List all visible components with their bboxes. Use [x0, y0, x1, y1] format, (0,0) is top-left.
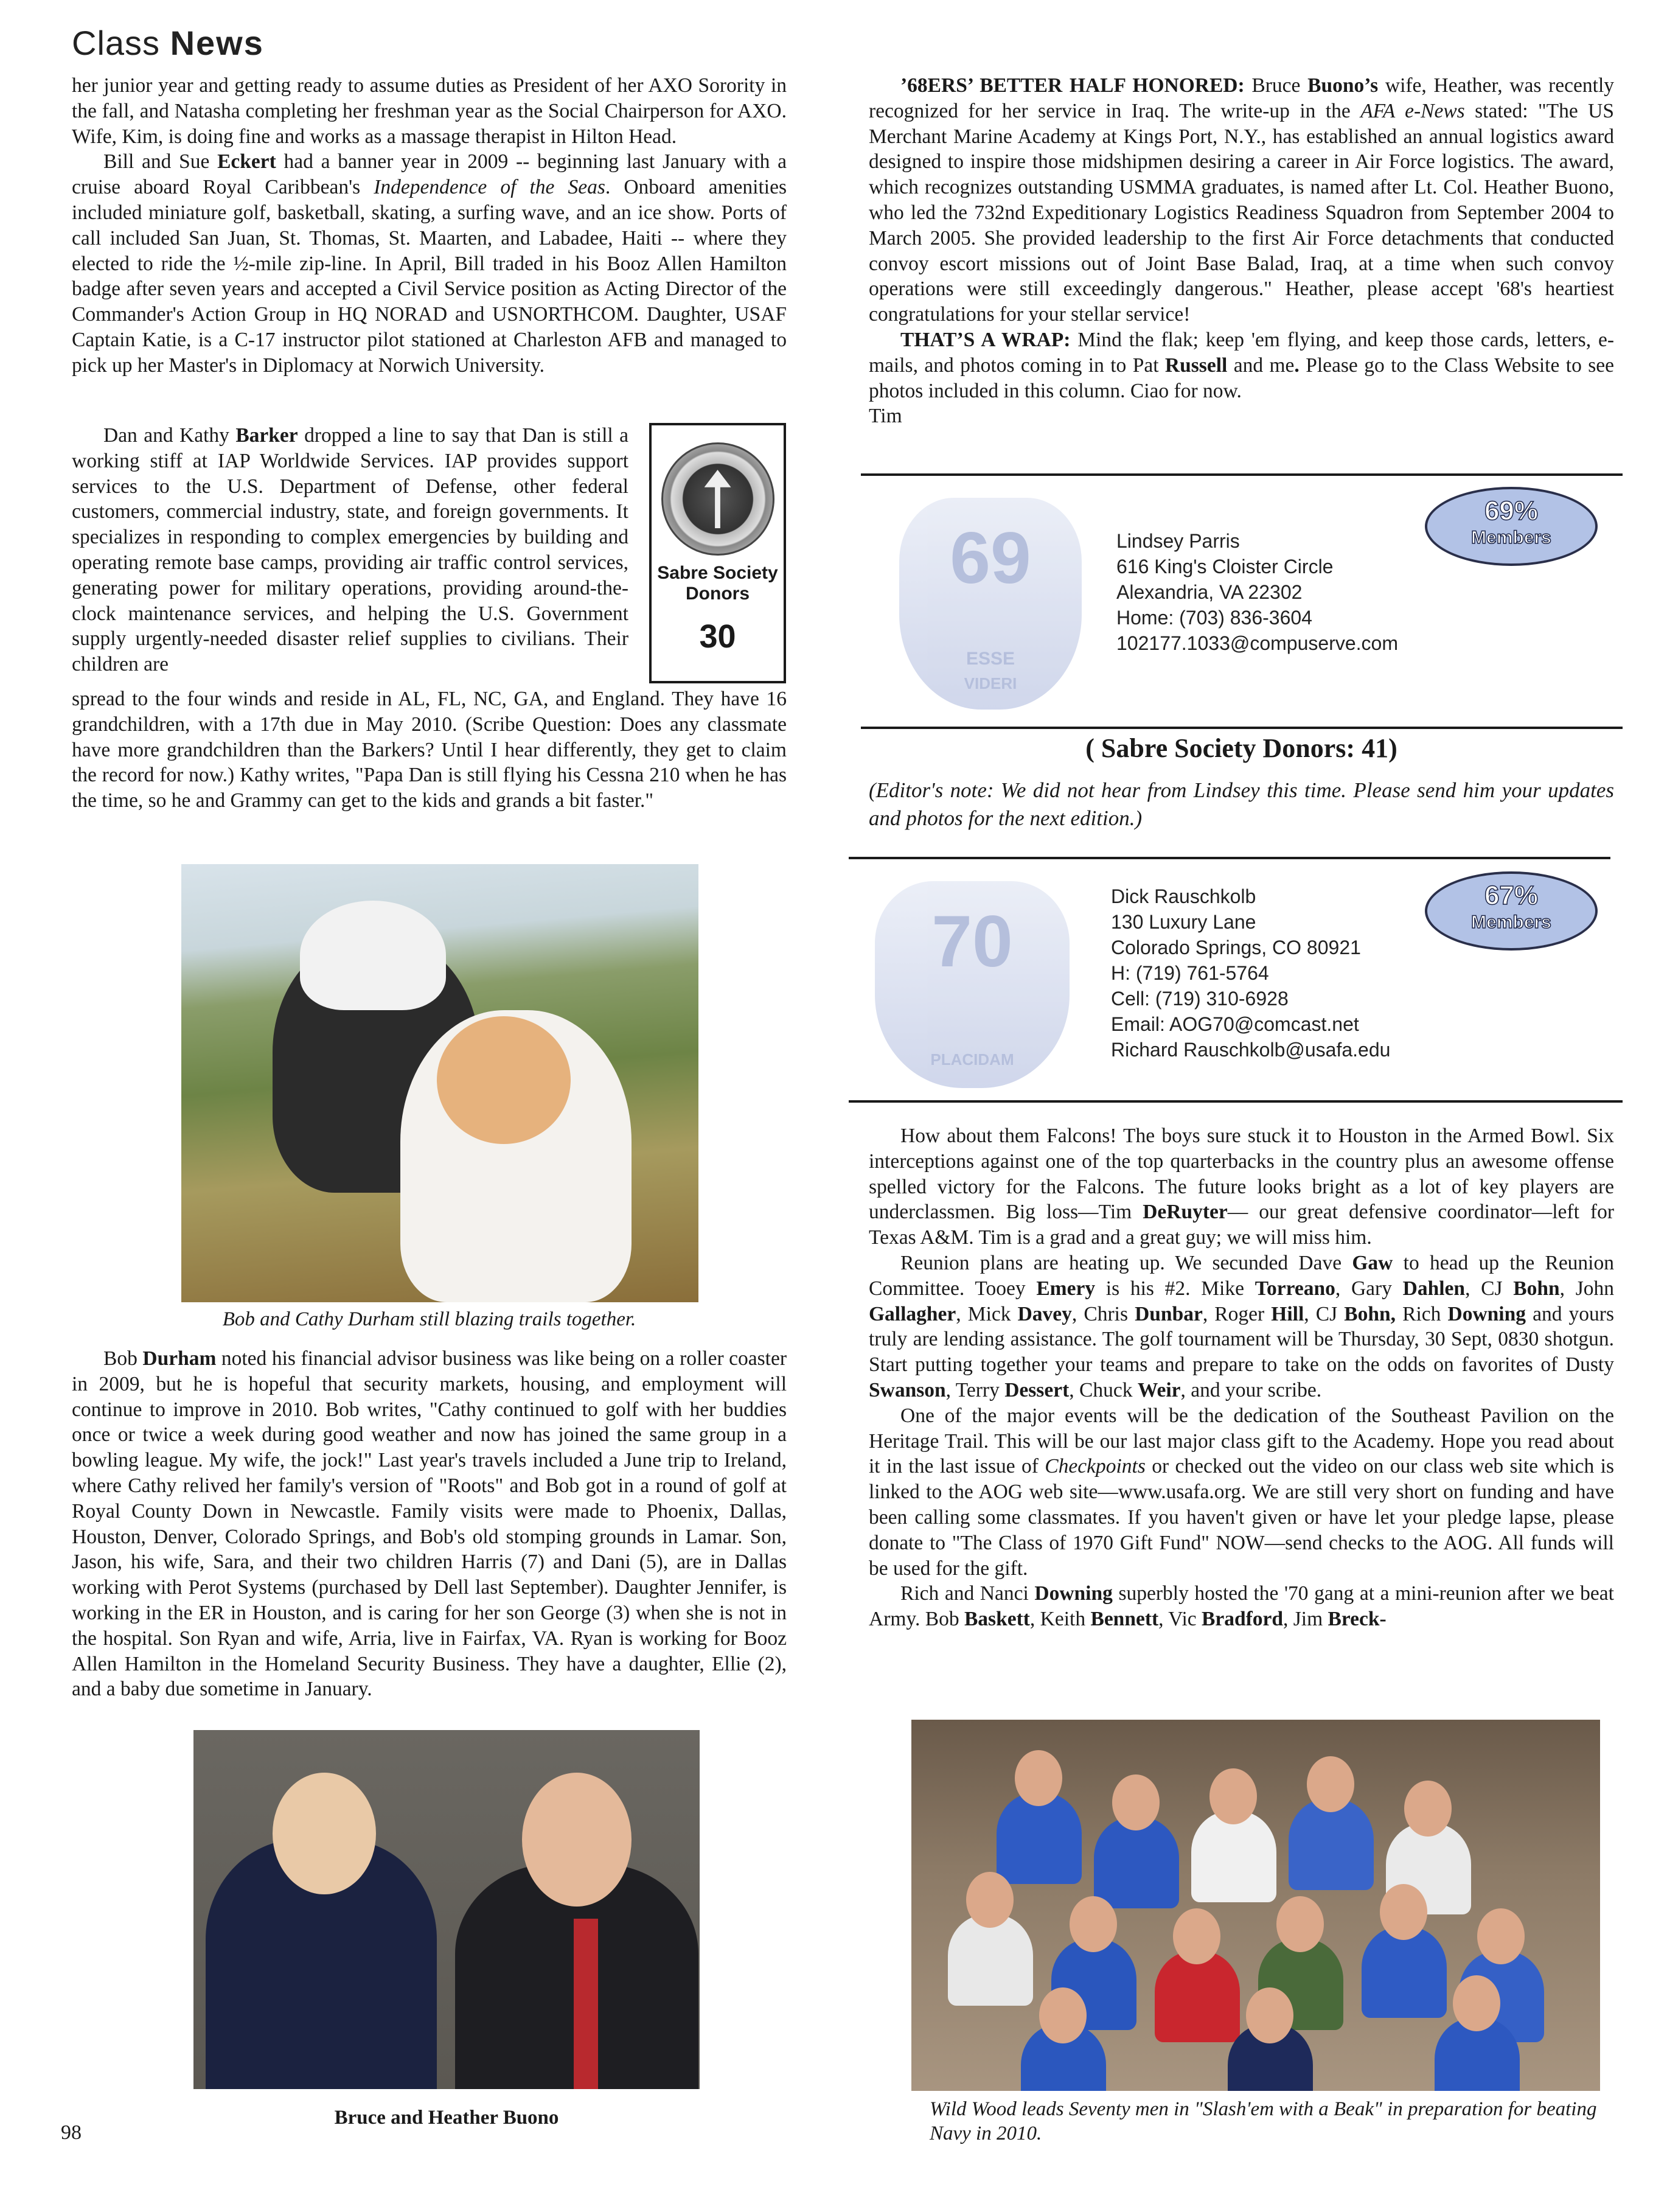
divider-69-top: [861, 473, 1623, 476]
editor-note: (Editor's note: We did not hear from Lindsey this time. Please send him your updates and photos for the next edition.): [869, 778, 1614, 830]
class-70-crest-icon: 70 PLACIDAM: [875, 881, 1070, 1088]
name-barker: Barker: [235, 424, 298, 447]
left-column-barker: [72, 423, 628, 677]
sabre-society-box: [649, 423, 786, 683]
right-column-top: [869, 73, 1614, 429]
contact-cell: Cell: (719) 310-6928: [1111, 988, 1289, 1010]
contact-email[interactable]: 102177.1033@compuserve.com: [1116, 632, 1398, 654]
pub-checkpoints: Checkpoints: [1045, 1455, 1146, 1478]
name-russell: Russell: [1164, 354, 1228, 377]
divider-70-bottom: [849, 1100, 1623, 1103]
paragraph-continuation: her junior year and getting ready to assume duties as President of her AXO Sorority in the fall, and Natasha completing her freshman year as the Social Chairperson for AXO. Wife, Kim, is doing fine and works as a massage therapist in Hilton Head.: [72, 74, 787, 148]
contact-name: Dick Rauschkolb: [1111, 885, 1256, 907]
contact-address1: 616 King's Cloister Circle: [1116, 556, 1334, 577]
class-70-members-badge: 67% Members: [1425, 871, 1598, 951]
lead-wrap: THAT’S A WRAP:: [900, 328, 1071, 351]
class-69-sabre-count: ( Sabre Society Donors: 41): [1085, 733, 1397, 763]
lead-68ers: ’68ERS’ BETTER HALF HONORED:: [900, 74, 1245, 97]
divider-69-bottom: [861, 727, 1623, 729]
paragraph-durham: Bob Durham noted his financial advisor business was like being on a roller coaster in 2009, but he is hopeful that security markets, housing, and employment will continue to improve in 2010. Bob writes, "Cathy continued to golf with her buddies once or twice a week during good weather and now has joined the same group in a bowling league. My wife, the jock!" Last year's travels included a June trip to Ireland, where Cathy relived her family's version of "Roots" and Bob got in a round of golf at Royal County Down in Newcastle. Family visits were made to Phoenix, Dallas, Houston, Denver, Colorado Springs, and Bob's old stomping grounds in Lamar. Son, Jason, his wife, Sara, and their two children Harris (7) and Dani (5), are in Dallas working with Perot Systems (purchased by Dell last September). Daughter Jennifer, is working in the ER in Houston, and is caring for her son George (3) when she is not in the hospital. Son Ryan and wife, Arria, live in Fairfax, VA. Ryan is working for Booz Allen Hamilton in the Homeland Security Business. They have a daughter, Ellie (2), and a baby due sometime in January.: [72, 1347, 787, 1701]
contact-name: Lindsey Parris: [1116, 530, 1240, 552]
right-column-70: [869, 1123, 1614, 1632]
photo-durham: [181, 864, 698, 1302]
divider-70-top: [849, 857, 1610, 859]
photo-buono-caption: Bruce and Heather Buono: [334, 2107, 559, 2129]
sabre-box-label: Sabre Society Donors: [657, 563, 778, 604]
photo-class-70-caption: Wild Wood leads Seventy men in "Slash'em with a Beak" in preparation for beating Navy in 2010.: [930, 2098, 1597, 2144]
sabre-box-count: 30: [699, 618, 736, 655]
paragraph-wrap: THAT’S A WRAP: Mind the flak; keep 'em flying, and keep those cards, letters, e-mails, and photos coming in to Pat Russell and me. Please go to the Class Website to see photos included in this column. Ciao for now.: [869, 328, 1615, 402]
class-69-crest-icon: 69 ESSE VIDERI: [899, 498, 1082, 710]
paragraph-downing: Rich and Nanci Downing superbly hosted the '70 gang at a mini-reunion after we beat Army. Bob Baskett, Keith Bennett, Vic Bradford, Jim Breck-: [869, 1582, 1614, 1631]
name-eckert: Eckert: [217, 150, 276, 173]
contact-address1: 130 Luxury Lane: [1111, 911, 1256, 933]
paragraph-pavilion: One of the major events will be the dedication of the Southeast Pavilion on the Heritage Trail. This will be our last major class gift to the Academy. Hope you read about it in the last issue of Checkpoints or checked out the video on our class web site which is linked to the AOG web site—www.usafa.org. We are still very short on funding and have been calling some classmates. If you haven't given or have let your pledge lapse, please donate to "The Class of 1970 Gift Fund" NOW—send checks to the AOG. All funds will be used for the gift.: [869, 1404, 1614, 1580]
left-column-durham: [72, 1346, 787, 1702]
class-69-contact: [1116, 528, 1398, 656]
contact-phone: H: (719) 761-5764: [1111, 962, 1269, 984]
ship-name: Independence of the Seas: [374, 176, 605, 199]
class-70-contact: [1111, 884, 1390, 1062]
name-durham: Durham: [142, 1347, 217, 1370]
section-header: [72, 23, 264, 63]
sabre-society-seal-icon: [661, 442, 774, 556]
paragraph-reunion: Reunion plans are heating up. We secunded Dave Gaw to head up the Reunion Committee. Tooey Emery is his #2. Mike Torreano, Gary Dahlen, CJ Bohn, John Gallagher, Mick Davey, Chris Dunbar, Roger Hill, CJ Bohn, Rich Downing and yours truly are lending assistance. The golf tournament will be Thursday, 30 Sept, 0830 shotgun. Start putting together your teams and prepare to take on the odds on favorites of Dusty Swanson, Terry Dessert, Chuck Weir, and your scribe.: [869, 1251, 1615, 1401]
paragraph-falcons: How about them Falcons! The boys sure stuck it to Houston in the Armed Bowl. Six interceptions against one of the top quarterbacks in the country plus an awesome offense spelled victory for the Falcons. The future looks bright as a lot of key players are underclassmen. Big loss—Tim DeRuyter— our great defensive coordinator—left for Texas A&M. Tim is a grad and a great guy; we will miss him.: [869, 1125, 1614, 1249]
photo-class-70-group: [911, 1720, 1600, 2091]
contact-phone: Home: (703) 836-3604: [1116, 607, 1312, 629]
paragraph-eckert: Bill and Sue Eckert had a banner year in 2009 -- beginning last January with a cruise aboard Royal Caribbean's Independence of the Seas. Onboard amenities included miniature golf, basketball, skating, a surfing wave, and an ice show. Ports of call included San Juan, St. Thomas, St. Maarten, and Labadee, Haiti -- where they elected to ride the ½-mile zip-line. In April, Bill traded in his Booz Allen Hamilton badge after seven years and accepted a Civil Service position as Acting Director of the Commander's Action Group in HQ NORAD and USNORTHCOM. Daughter, USAF Captain Katie, is a C-17 instructor pilot stationed at Charleston AFB and managed to pick up her Master's in Diplomacy at Norwich University.: [72, 150, 787, 377]
photo-buono: [193, 1730, 700, 2089]
signature-tim: Tim: [869, 405, 902, 428]
name-deruyter: DeRuyter: [1143, 1201, 1228, 1224]
page-number: 98: [61, 2121, 82, 2144]
paragraph-barker-cont: spread to the four winds and reside in AL, FL, NC, GA, and England. They have 16 grandchildren, with a 17th due in May 2010. (Scribe Question: Does any classmate have more grandchildren than the Barkers? Until I hear differently, they get to claim the record for now.) Kathy writes, "Papa Dan is still flying his Cessna 210 when he has the time, so he and Grammy can get to the kids and grands a bit faster.": [72, 688, 787, 812]
class-69-members-badge: 69% Members: [1425, 487, 1598, 566]
name-buono: Buono’s: [1307, 74, 1379, 97]
pub-afa-enews: AFA e-News: [1360, 99, 1465, 122]
paragraph-barker: Dan and Kathy Barker dropped a line to say that Dan is still a working stiff at IAP Worldwide Services. IAP provides support services to the U.S. Department of Defense, other federal customers, commercial industry, state, and foreign governments. It specializes in responding to complex emergencies by building and operating remote base camps, providing air traffic control services, generating power for military operations, providing around-the-clock maintenance services, and helping the U.S. Government supply urgently-needed disaster relief supplies to civilians. Their children are: [72, 424, 628, 676]
contact-address2: Colorado Springs, CO 80921: [1111, 937, 1361, 958]
contact-email[interactable]: Email: AOG70@comcast.net: [1111, 1013, 1359, 1035]
left-column-top: [72, 73, 787, 379]
section-label: Class: [72, 24, 161, 62]
paragraph-buono: ’68ERS’ BETTER HALF HONORED: Bruce Buono’s wife, Heather, was recently recognized for her service in Iraq. The write-up in the AFA e-News stated: "The US Merchant Marine Academy at Kings Port, N.Y., has established an annual logistics award designed to inspire those midshipmen desiring a career in Air Force logistics. The award, which recognizes outstanding USMMA graduates, is named after Lt. Col. Heather Buono, who led the 732nd Expeditionary Logistics Readiness Squadron from September 2004 to March 2005. She provided leadership to the first Air Force detachments that conducted convoy escort missions out of Joint Base Balad, Iraq, at a time when such convoy operations were still exceedingly dangerous." Heather, please accept '68's heartiest congratulations for your stellar service!: [869, 74, 1614, 326]
contact-address2: Alexandria, VA 22302: [1116, 581, 1303, 603]
section-title: News: [170, 24, 264, 62]
photo-durham-caption: Bob and Cathy Durham still blazing trails together.: [222, 1308, 636, 1330]
left-column-barker-cont: [72, 686, 787, 814]
contact-email2[interactable]: Richard Rauschkolb@usafa.edu: [1111, 1039, 1391, 1061]
